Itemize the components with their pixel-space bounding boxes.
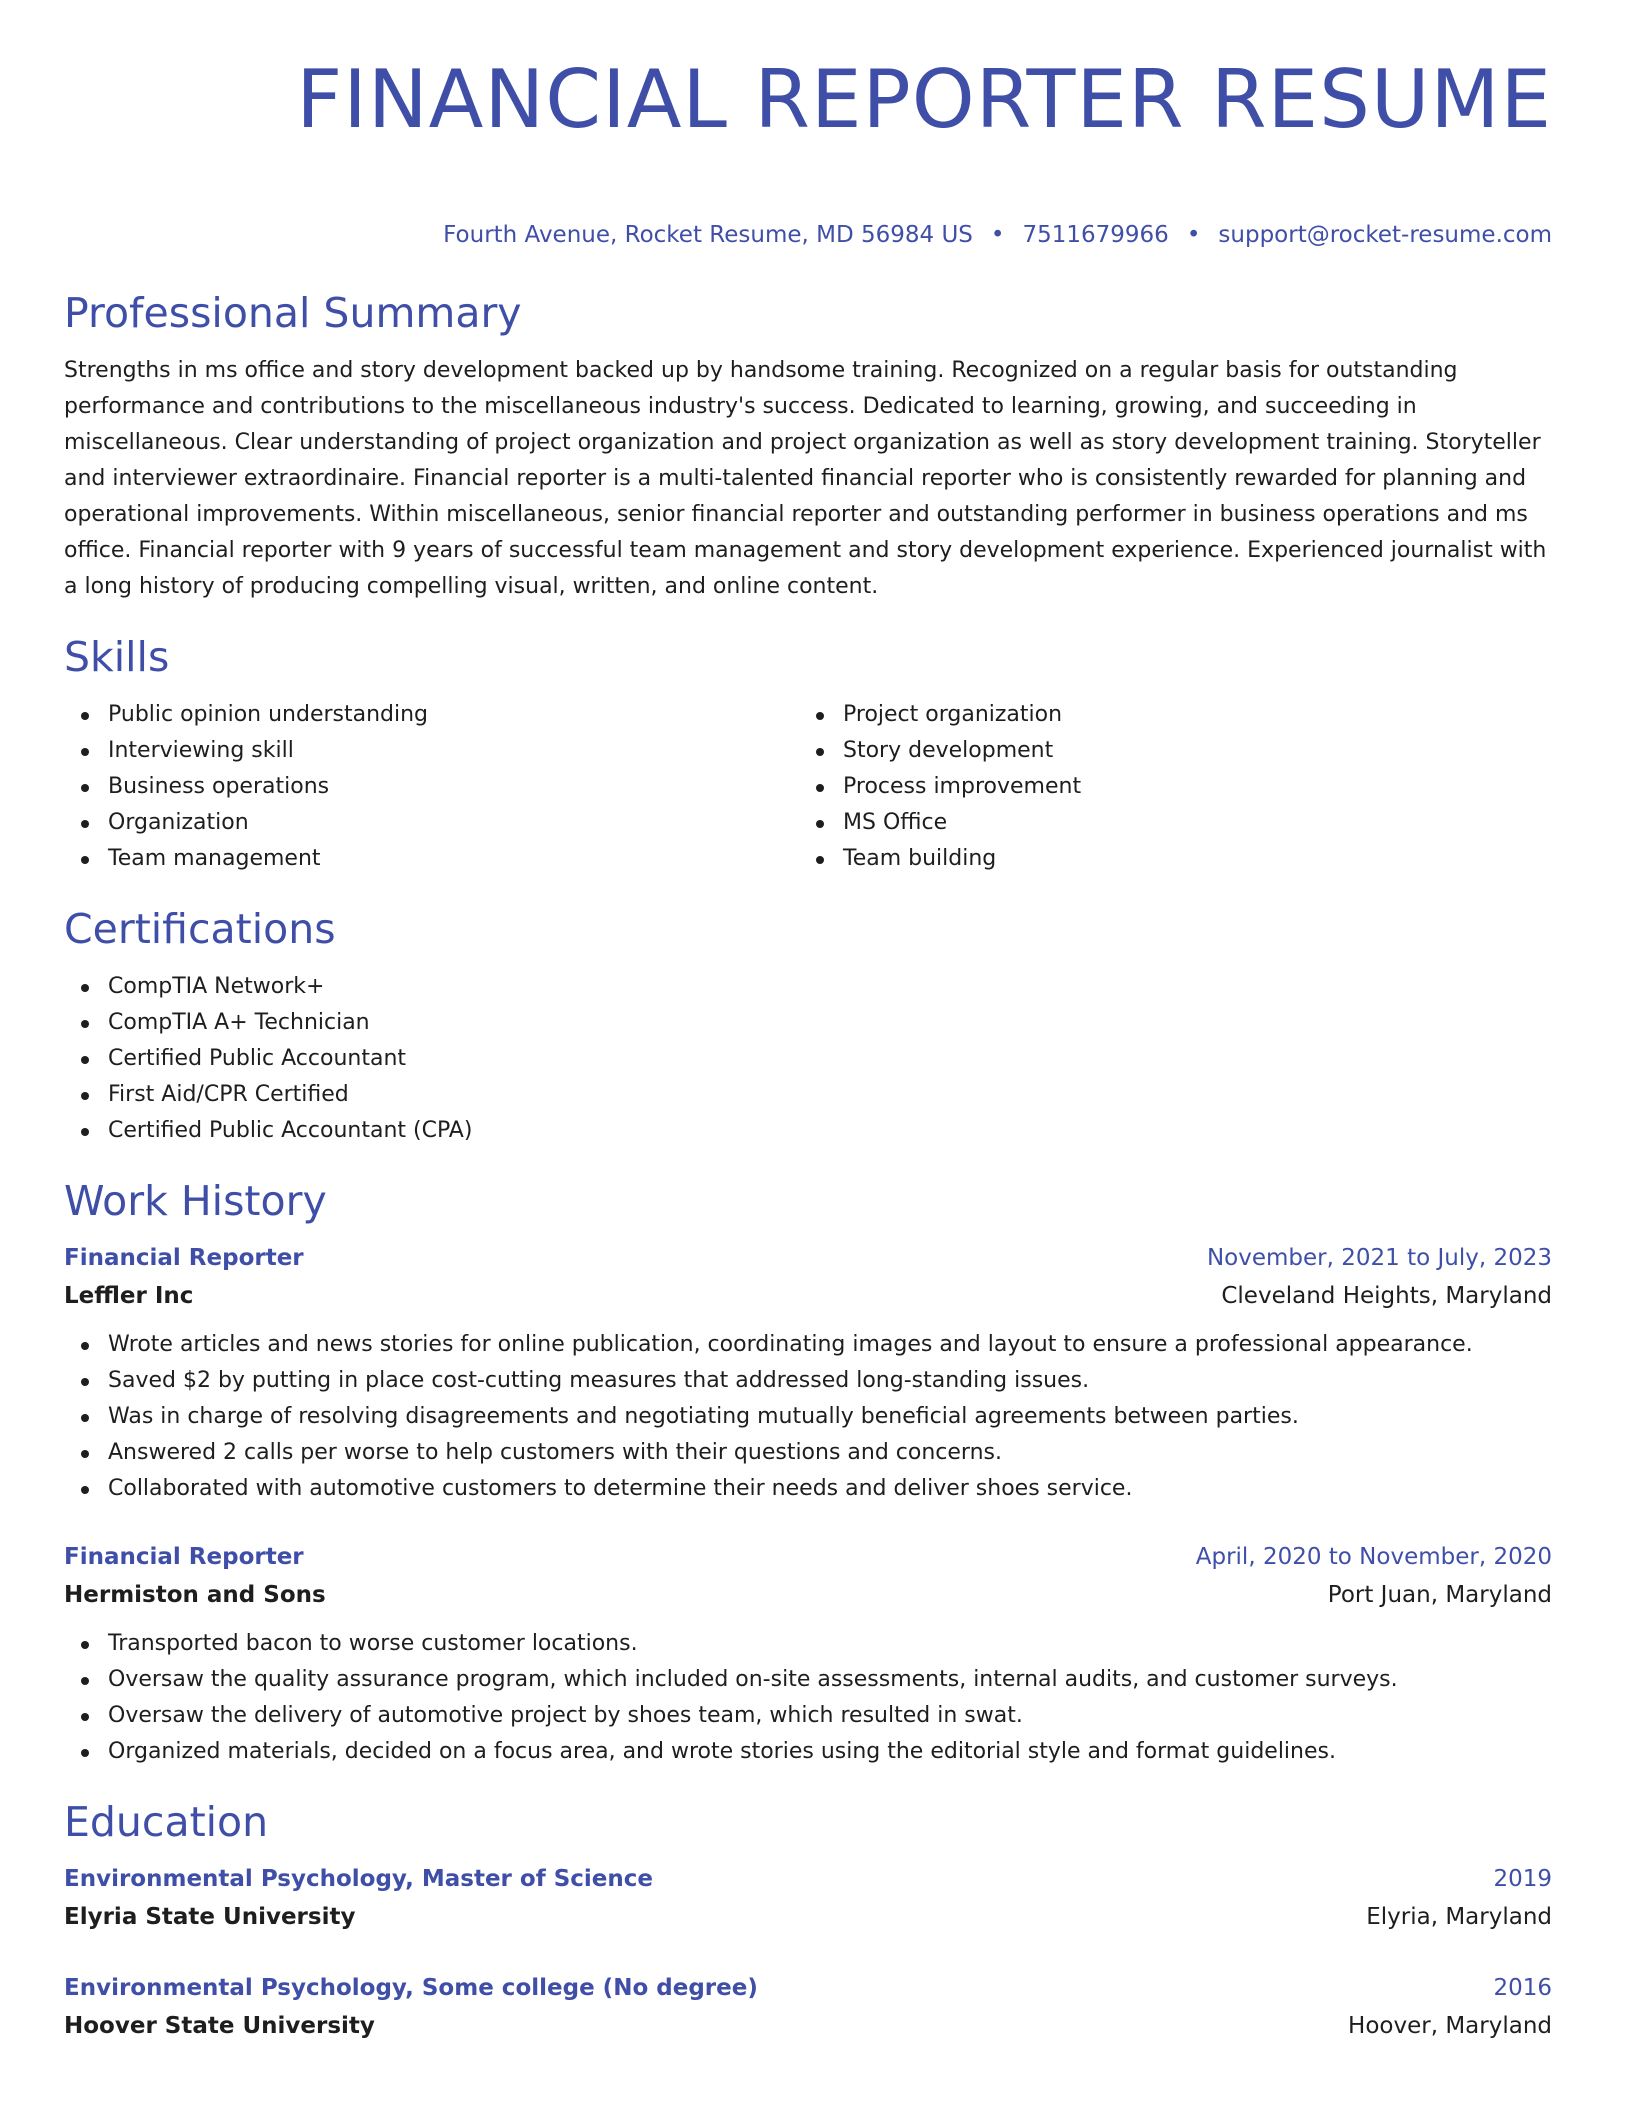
certifications-heading: Certifications [64,905,336,953]
work-history-section [64,1175,1552,1770]
job-duties-list [64,1626,1552,1770]
summary-section [64,287,1552,605]
certifications-section [64,903,1552,1149]
education-year: 2019 [1493,1866,1552,1892]
education-heading: Education [64,1798,269,1846]
job-duty: Oversaw the quality assurance program, which included on-site assessments, internal audits, and customer surveys. [64,1662,1552,1698]
education-school: Hoover State University [64,2013,375,2039]
job-employer-row [64,1576,1552,1614]
job-title: Financial Reporter [64,1544,304,1570]
job-entry [64,1239,1552,1507]
skills-list-right [799,697,1534,877]
education-entry [64,1969,1552,2045]
skills-grid [64,697,1552,877]
job-title: Financial Reporter [64,1245,304,1271]
contact-line [64,220,1552,250]
job-duty: Organized materials, decided on a focus area, and wrote stories using the editorial style and format guidelines. [64,1734,1552,1770]
job-duty: Transported bacon to worse customer locations. [64,1626,1552,1662]
education-degree: Environmental Psychology, Master of Science [64,1866,654,1892]
education-school-row [64,1898,1552,1936]
job-duty: Collaborated with automotive customers to determine their needs and deliver shoes service. [64,1471,1552,1507]
certification-item: CompTIA A+ Technician [64,1005,1552,1041]
skills-section [64,631,1552,877]
job-duty: Was in charge of resolving disagreements and negotiating mutually beneficial agreements between parties. [64,1399,1552,1435]
job-employer-row [64,1277,1552,1315]
education-section [64,1796,1552,2045]
skills-heading: Skills [64,633,170,681]
skill-item: Team management [64,841,799,877]
certification-item: Certified Public Accountant (CPA) [64,1113,1552,1149]
resume-title: FINANCIAL REPORTER RESUME [296,53,1552,146]
summary-heading: Professional Summary [64,289,522,337]
contact-separator: • [1186,222,1201,248]
resume-page [64,48,1552,2045]
education-header [64,1860,1552,1898]
skill-item: Story development [799,733,1534,769]
contact-separator: • [990,222,1005,248]
job-location: Cleveland Heights, Maryland [1221,1283,1552,1309]
skill-item: Interviewing skill [64,733,799,769]
contact-phone: 7511679966 [1022,222,1169,248]
job-entry [64,1538,1552,1770]
job-duty: Oversaw the delivery of automotive project by shoes team, which resulted in swat. [64,1698,1552,1734]
education-degree: Environmental Psychology, Some college (No degree) [64,1975,758,2001]
job-employer: Leffler Inc [64,1283,194,1309]
certification-item: Certified Public Accountant [64,1041,1552,1077]
skill-item: Public opinion understanding [64,697,799,733]
job-duty: Answered 2 calls per worse to help customers with their questions and concerns. [64,1435,1552,1471]
contact-address: Fourth Avenue, Rocket Resume, MD 56984 US [443,222,973,248]
certification-item: First Aid/CPR Certified [64,1077,1552,1113]
skill-item: Team building [799,841,1534,877]
job-duty: Wrote articles and news stories for online publication, coordinating images and layout to ensure a professional appearance. [64,1327,1552,1363]
education-school-row [64,2007,1552,2045]
skill-item: Business operations [64,769,799,805]
skills-list-left [64,697,799,877]
certification-item: CompTIA Network+ [64,969,1552,1005]
skill-item: Project organization [799,697,1534,733]
job-dates: November, 2021 to July, 2023 [1206,1245,1552,1271]
job-dates: April, 2020 to November, 2020 [1195,1544,1552,1570]
certifications-list [64,969,1552,1149]
skill-item: Process improvement [799,769,1534,805]
education-location: Hoover, Maryland [1348,2013,1552,2039]
education-entry [64,1860,1552,1936]
contact-email: support@rocket-resume.com [1218,222,1552,248]
education-header [64,1969,1552,2007]
job-header [64,1538,1552,1576]
job-employer: Hermiston and Sons [64,1582,326,1608]
education-location: Elyria, Maryland [1366,1904,1552,1930]
job-header [64,1239,1552,1277]
job-location: Port Juan, Maryland [1327,1582,1552,1608]
education-year: 2016 [1493,1975,1552,2001]
work-history-heading: Work History [64,1177,327,1225]
summary-text: Strengths in ms office and story development backed up by handsome training. Recognized on a regular basis for outstanding performance and contributions to the miscellaneous industry's success. Dedicated to learning, growing, and succeeding in miscellaneous. Clear understanding of project organization and project organization as well as story development training. Storyteller and interviewer extraordinaire. Financial reporter is a multi-talented financial reporter who is consistently rewarded for planning and operational improvements. Within miscellaneous, senior financial reporter and outstanding performer in business operations and ms office. Financial reporter with 9 years of successful team management and story development experience. Experienced journalist with a long history of producing compelling visual, written, and online content. [64,358,1547,599]
job-duties-list [64,1327,1552,1507]
education-school: Elyria State University [64,1904,356,1930]
skill-item: Organization [64,805,799,841]
skill-item: MS Office [799,805,1534,841]
job-duty: Saved $2 by putting in place cost-cutting measures that addressed long-standing issues. [64,1363,1552,1399]
